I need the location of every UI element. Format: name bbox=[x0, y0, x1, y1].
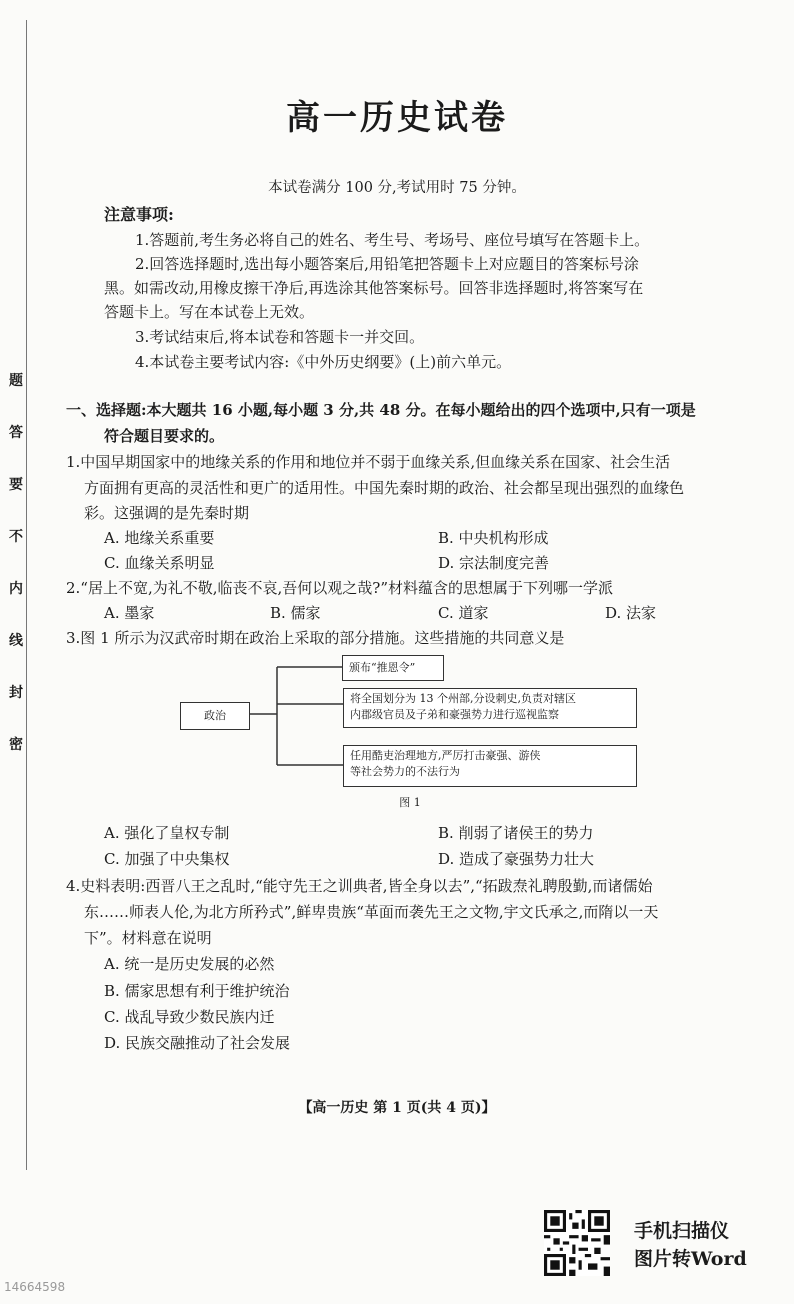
document-id: 14664598 bbox=[4, 1280, 66, 1294]
note-line: 3.考试结束后,将本试卷和答题卡一并交回。 bbox=[135, 328, 425, 346]
q1-option-c: C. 血缘关系明显 bbox=[104, 554, 215, 572]
q2-option-c: C. 道家 bbox=[438, 604, 489, 622]
margin-char: 要 bbox=[9, 477, 23, 493]
note-line: 4.本试卷主要考试内容:《中外历史纲要》(上)前六单元。 bbox=[135, 353, 512, 371]
question-4-stem: 东……师表人伦,为北方所矜式”,鲜卑贵族“革面而袭先王之文物,宇文氏承之,而隋以一天 bbox=[84, 903, 659, 921]
q2-option-a: A. 墨家 bbox=[104, 604, 155, 622]
diagram-box-2-line: 内郡级官员及子弟和豪强势力进行巡视监察 bbox=[350, 708, 559, 721]
section-heading-cont: 符合题目要求的。 bbox=[104, 427, 225, 445]
qr-code-icon bbox=[544, 1210, 610, 1276]
q1-option-d: D. 宗法制度完善 bbox=[438, 554, 550, 572]
margin-char: 题 bbox=[9, 373, 23, 389]
q3-option-a: A. 强化了皇权专制 bbox=[104, 824, 230, 842]
notes-heading: 注意事项: bbox=[104, 205, 174, 224]
margin-char: 内 bbox=[9, 581, 23, 597]
diagram-root-box bbox=[180, 702, 250, 730]
q3-option-d: D. 造成了豪强势力壮大 bbox=[438, 850, 595, 868]
margin-char: 密 bbox=[9, 737, 23, 753]
q4-option-d: D. 民族交融推动了社会发展 bbox=[104, 1034, 291, 1052]
note-line: 1.答题前,考生务必将自己的姓名、考生号、考场号、座位号填写在答题卡上。 bbox=[135, 231, 650, 249]
q1-option-a: A. 地缘关系重要 bbox=[104, 529, 215, 547]
diagram-box-3-line: 任用酷吏治理地方,严厉打击豪强、游侠 bbox=[350, 749, 541, 762]
question-4-stem: 4.史料表明:西晋八王之乱时,“能守先王之训典者,皆全身以去”,“拓跋焘礼聘殷勤,而诸儒始 bbox=[66, 877, 653, 895]
scanner-label-2: 图片转Word bbox=[634, 1248, 747, 1270]
note-line: 2.回答选择题时,选出每小题答案后,用铅笔把答题卡上对应题目的答案标号涂 bbox=[135, 255, 639, 273]
note-line: 答题卡上。写在本试卷上无效。 bbox=[104, 303, 315, 321]
margin-char: 答 bbox=[9, 425, 23, 441]
question-1-stem: 方面拥有更高的灵活性和更广的适用性。中国先秦时期的政治、社会都呈现出强烈的血缘色 bbox=[84, 479, 685, 497]
q4-option-b: B. 儒家思想有利于维护统治 bbox=[104, 982, 290, 1000]
margin-char: 封 bbox=[9, 685, 23, 701]
q4-option-a: A. 统一是历史发展的必然 bbox=[104, 955, 275, 973]
note-line: 黑。如需改动,用橡皮擦干净后,再选涂其他答案标号。回答非选择题时,将答案写在 bbox=[104, 279, 644, 297]
q3-option-c: C. 加强了中央集权 bbox=[104, 850, 230, 868]
question-1-stem: 彩。这强调的是先秦时期 bbox=[84, 504, 250, 522]
figure-caption: 图 1 bbox=[399, 796, 421, 809]
q1-option-b: B. 中央机构形成 bbox=[438, 529, 549, 547]
diagram-box-3 bbox=[343, 745, 637, 787]
q3-option-b: B. 削弱了诸侯王的势力 bbox=[438, 824, 594, 842]
section-heading: 一、选择题:本大题共 16 小题,每小题 3 分,共 48 分。在每小题给出的四个选项中,只有一项是 bbox=[66, 401, 696, 419]
question-4-stem: 下”。材料意在说明 bbox=[84, 929, 212, 947]
question-2-stem: 2.“居上不宽,为礼不敬,临丧不哀,吾何以观之哉?”材料蕴含的思想属于下列哪一学派 bbox=[66, 579, 613, 597]
question-3-stem: 3.图 1 所示为汉武帝时期在政治上采取的部分措施。这些措施的共同意义是 bbox=[66, 629, 565, 647]
diagram-root-label: 政治 bbox=[204, 709, 226, 722]
q2-option-d: D. 法家 bbox=[605, 604, 657, 622]
diagram-box-2 bbox=[343, 688, 637, 728]
margin-char: 不 bbox=[9, 529, 23, 545]
margin-char: 线 bbox=[9, 633, 23, 649]
seal-line-notice bbox=[6, 370, 26, 786]
page-footer: 【高一历史 第 1 页(共 4 页)】 bbox=[298, 1100, 496, 1116]
scanner-label-1: 手机扫描仪 bbox=[634, 1220, 730, 1242]
diagram-box-1-text: 颁布“推恩令” bbox=[349, 661, 416, 674]
q2-option-b: B. 儒家 bbox=[270, 604, 321, 622]
diagram-box-2-line: 将全国划分为 13 个州部,分设刺史,负责对辖区 bbox=[350, 692, 576, 705]
diagram-box-1 bbox=[342, 655, 444, 681]
diagram-box-3-line: 等社会势力的不法行为 bbox=[350, 765, 460, 778]
q4-option-c: C. 战乱导致少数民族内迁 bbox=[104, 1008, 275, 1026]
exam-info: 本试卷满分 100 分,考试用时 75 分钟。 bbox=[268, 180, 526, 196]
question-1-stem: 1.中国早期国家中的地缘关系的作用和地位并不弱于血缘关系,但血缘关系在国家、社会生活 bbox=[66, 453, 671, 471]
page-title: 高一历史试卷 bbox=[286, 98, 508, 138]
